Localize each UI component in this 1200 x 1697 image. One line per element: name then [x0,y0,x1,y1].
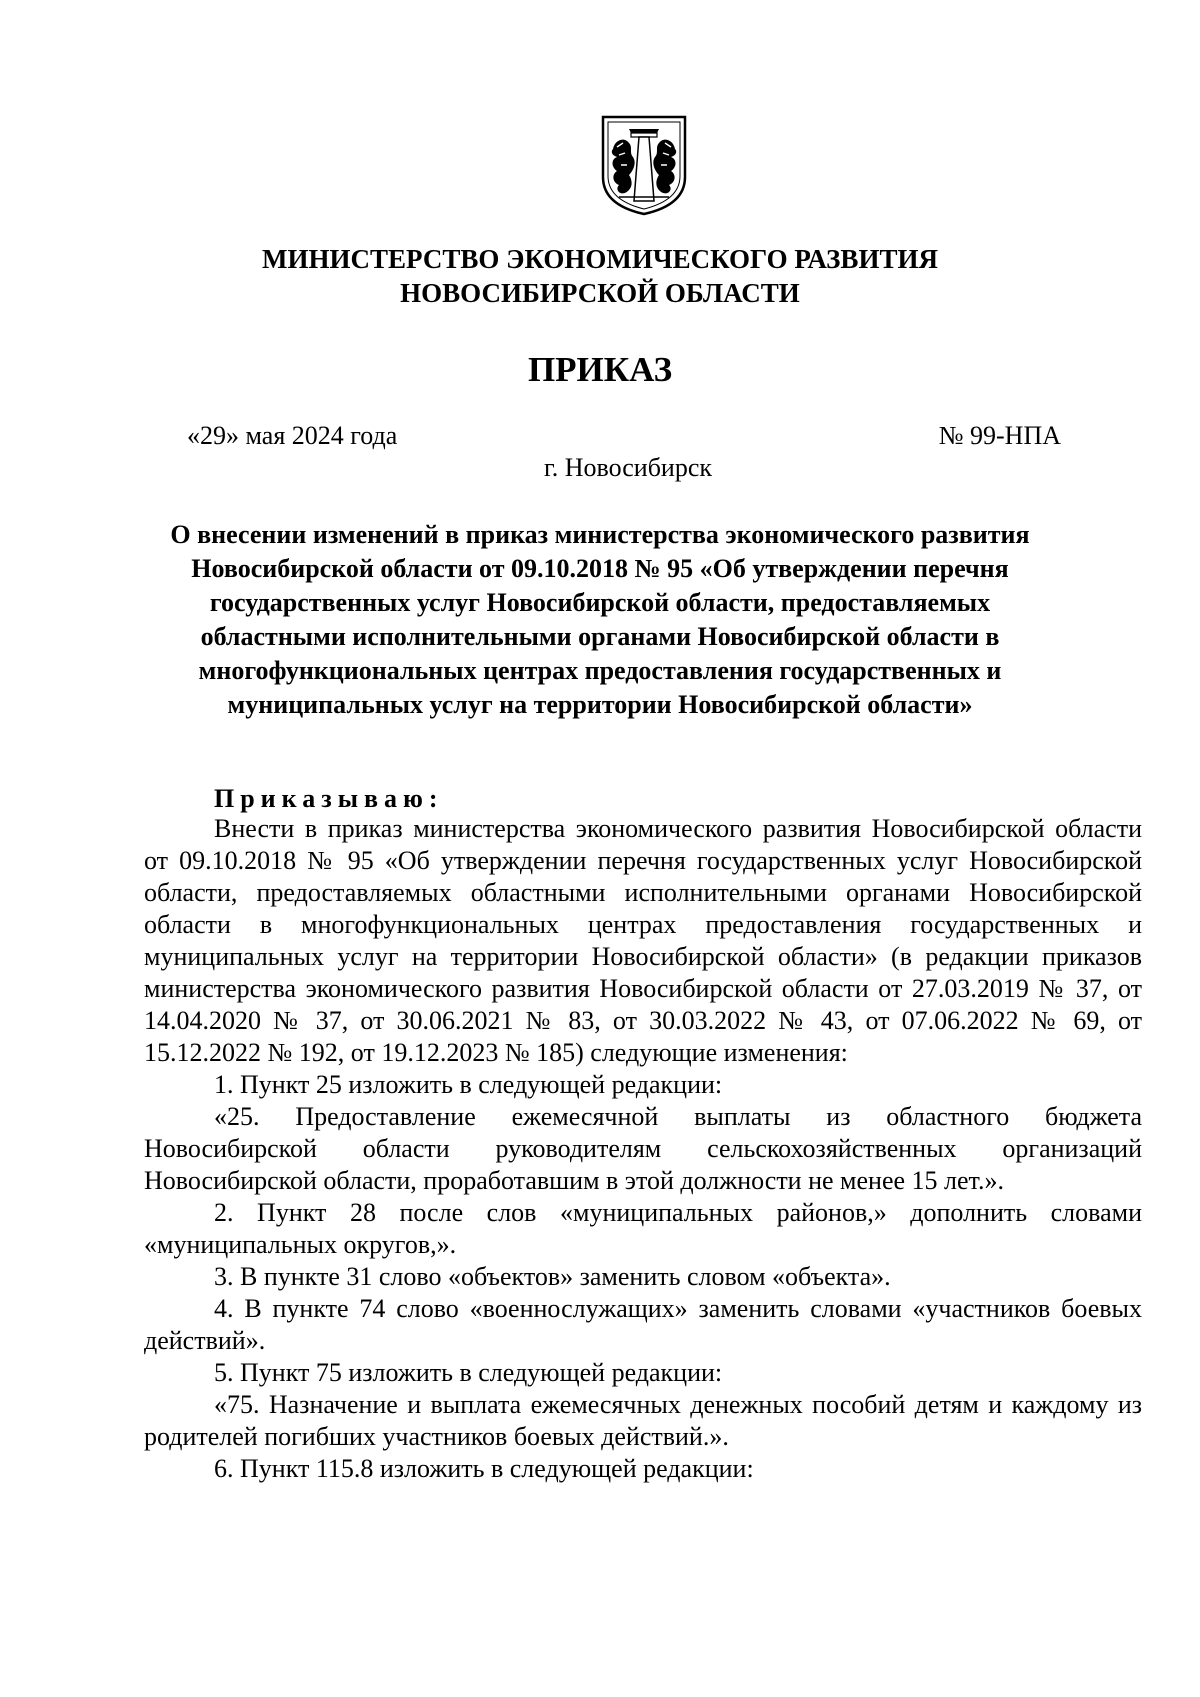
subject-line: муниципальных услуг на территории Новосибирской области» [227,690,973,719]
document-type: ПРИКАЗ [527,350,673,389]
body-paragraph: 3. В пункте 31 слово «объектов» заменить словом «объекта». [214,1262,891,1291]
body-paragraph: 2. Пункт 28 после слов «муниципальных районов,» дополнить словами «муниципальных округов,». [144,1198,1142,1259]
body-paragraph: Внести в приказ министерства экономического развития Новосибирской области от 09.10.2018 № 95 «Об утверждении перечня государственных услуг Новосибирской области, предоставляемых областными исполнительными органами Новосибирской области в многофункциональных центрах предоставления государственных и муниципальных услуг на территории Новосибирской области» (в редакции приказов министерства экономического развития Новосибирской области от 27.03.2019 № 37, от 14.04.2020 № 37, от 30.06.2021 № 83, от 30.03.2022 № 43, от 07.06.2022 № 69, от 15.12.2022 № 192, от 19.12.2023 № 185) следующие изменения: [144,814,1142,1067]
body-paragraph: «75. Назначение и выплата ежемесячных денежных пособий детям и каждому из родителей погибших участников боевых действий.». [144,1390,1142,1451]
ministry-line-1: МИНИСТЕРСТВО ЭКОНОМИЧЕСКОГО РАЗВИТИЯ [262,244,938,274]
document-city: г. Новосибирск [543,453,713,482]
ministry-line-2: НОВОСИБИРСКОЙ ОБЛАСТИ [400,278,800,308]
body-paragraph: 5. Пункт 75 изложить в следующей редакции: [214,1358,723,1387]
body-paragraph: 4. В пункте 74 слово «военнослужащих» заменить словами «участников боевых действий». [144,1294,1142,1355]
subject-line: О внесении изменений в приказ министерства экономического развития [170,520,1030,549]
body-paragraph: 6. Пункт 115.8 изложить в следующей редакции: [214,1454,754,1483]
document-date: «29» мая 2024 года [187,421,398,450]
document-number: № 99-НПА [938,421,1061,450]
body-paragraph: «25. Предоставление ежемесячной выплаты из областного бюджета Новосибирской области руководителям сельскохозяйственных организаций Новосибирской области, проработавшим в этой должности не менее 15 лет.». [144,1102,1142,1195]
subject-line: многофункциональных центрах предоставления государственных и [198,656,1002,685]
document-body [144,813,1142,1485]
subject-line: Новосибирской области от 09.10.2018 № 95 «Об утверждении перечня [191,554,1009,583]
body-paragraph: 1. Пункт 25 изложить в следующей редакции: [214,1070,723,1099]
ministry-name [0,242,1200,310]
subject-line: областными исполнительными органами Новосибирской области в [200,622,1000,651]
document-subject [150,518,1050,722]
order-word: Приказываю: [214,784,444,813]
subject-line: государственных услуг Новосибирской области, предоставляемых [209,588,991,617]
novosibirsk-coat-of-arms-icon [599,113,689,217]
